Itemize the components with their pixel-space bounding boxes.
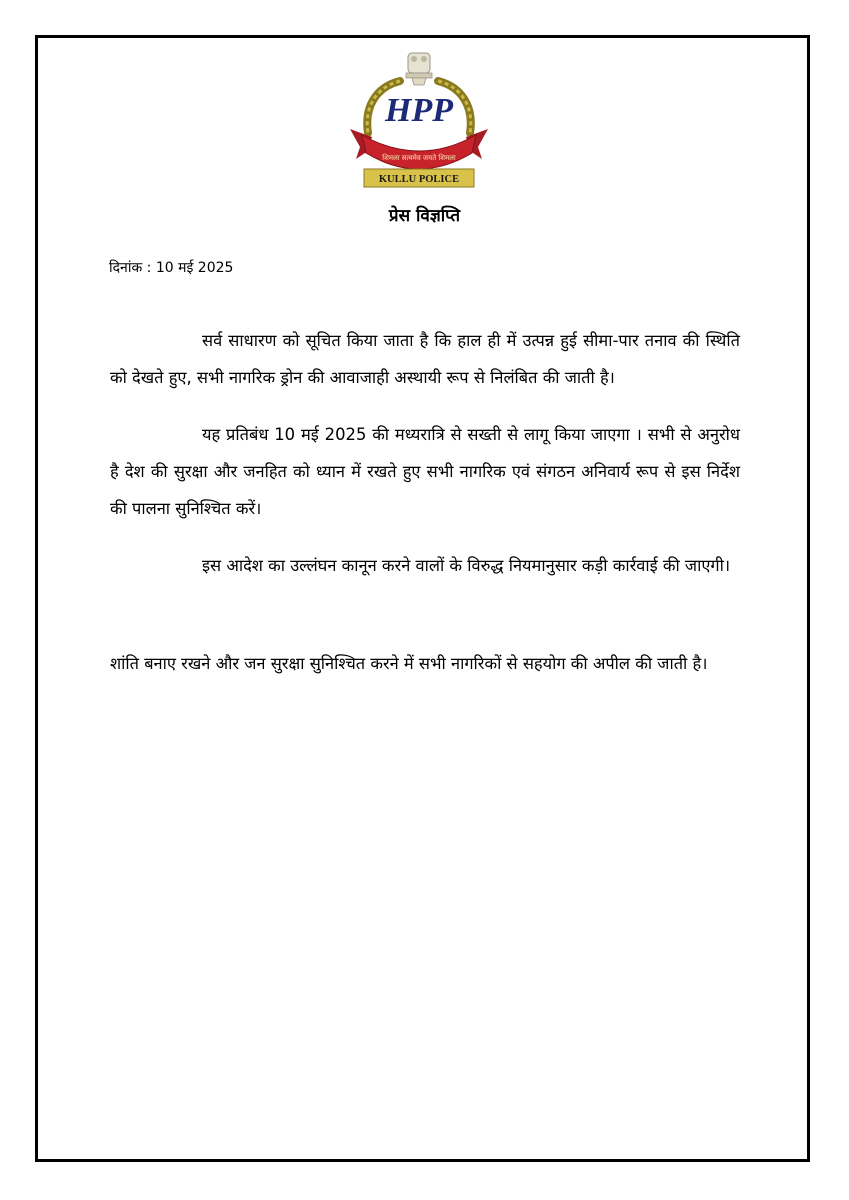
paragraph-3: इस आदेश का उल्लंघन कानून करने वालों के विरुद्ध नियमानुसार कड़ी कार्रवाई की जाएगी। (202, 556, 731, 575)
paragraph-1: सर्व साधारण को सूचित किया जाता है कि हाल ही में उत्पन्न हुई सीमा-पार तनाव की स्थिति को देखते हुए, सभी नागरिक ड्रोन की आवाजाही अस्थायी रूप से निलंबित की जाती है। (110, 331, 740, 387)
unit-label: KULLU POLICE (378, 174, 460, 185)
police-emblem (338, 45, 500, 190)
page-title: प्रेस विज्ञप्ति (388, 206, 461, 226)
police-emblem-icon (338, 45, 500, 190)
badge-monogram: HPP (385, 92, 453, 129)
paragraph-2: यह प्रतिबंध 10 मई 2025 की मध्यरात्रि से सख्ती से लागू किया जाएगा । सभी से अनुरोध है देश की सुरक्षा और जनहित को ध्यान में रखते हुए सभी नागरिक एवं संगठन अनिवार्य रूप से इस निर्देश की पालना सुनिश्चित करें। (110, 425, 740, 518)
motto-ribbon (362, 135, 476, 169)
ribbon-motto: शिमला सत्यमेव जयते शिमला (382, 154, 456, 162)
date-line: दिनांक : 10 मई 2025 (109, 260, 234, 276)
lion-capital-icon (406, 53, 432, 85)
paragraph-4: शांति बनाए रखने और जन सुरक्षा सुनिश्चित करने में सभी नागरिकों से सहयोग की अपील की जाती है। (110, 654, 708, 673)
